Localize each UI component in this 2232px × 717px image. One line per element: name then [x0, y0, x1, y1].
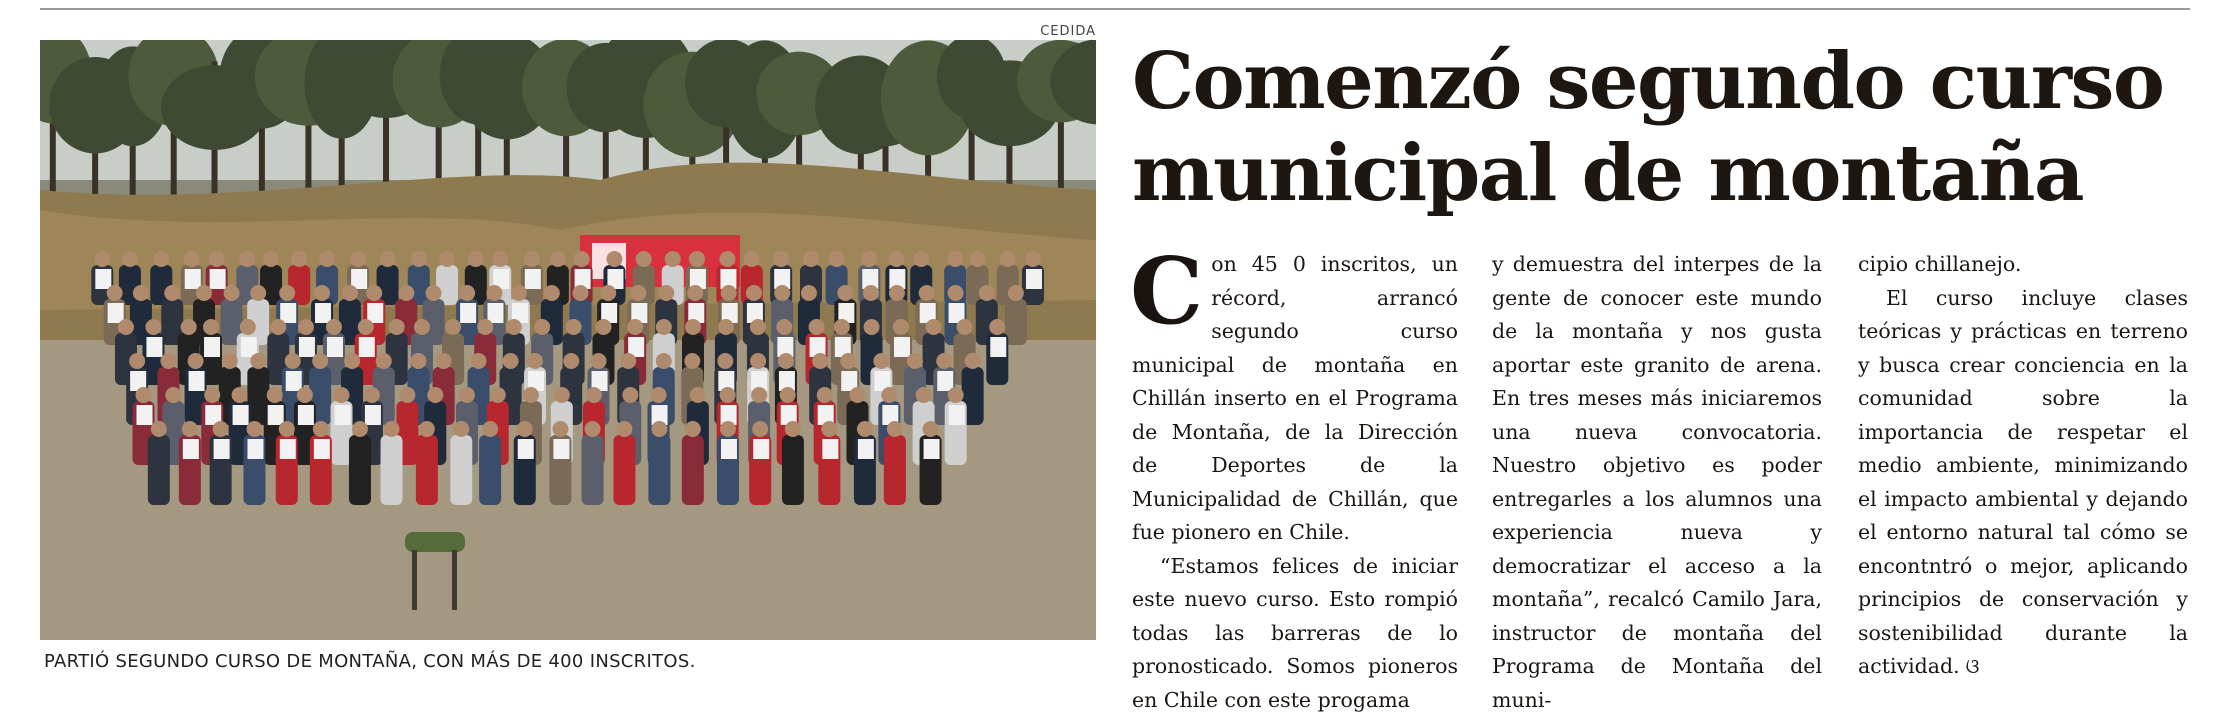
paragraph-5-text: El curso incluye clases teóricas y prácticas en terreno y busca crear conciencia en la comunidad sobre la importancia de respetar el medio ambiente, minimizando el impacto ambiental y dejando el entorno natural tal cómo se encontntró o mejor, aplicando principios de conservación y sostenibilidad durante la actividad.	[1858, 286, 2188, 679]
drop-cap: C	[1130, 252, 1203, 330]
paragraph-2: “Estamos felices de iniciar este nuevo curso. Esto rompió todas las barreras de lo pronosticado. Somos pioneros en Chile con este progama	[1132, 550, 1458, 717]
top-rule	[40, 8, 2190, 10]
end-mark-icon: ଓ	[1966, 654, 1980, 678]
body-column-3	[1858, 248, 2188, 684]
paragraph-1-text: on 45 0 inscritos, un récord, arrancó segundo curso municipal de montaña en Chillán inserto en el Programa de Montaña, de la Dirección de Deportes de la Municipalidad de Chillán, que fue pionero en Chile.	[1132, 252, 1458, 544]
article-photo	[40, 40, 1096, 640]
headline-line-2: municipal de montaña	[1132, 128, 2192, 220]
body-column-2	[1492, 248, 1822, 717]
headline	[1132, 36, 2192, 220]
photo-caption: PARTIÓ SEGUNDO CURSO DE MONTAÑA, CON MÁS DE 400 INSCRITOS.	[44, 651, 1094, 672]
photo-credit: CEDIDA	[1040, 24, 1096, 39]
body-column-1	[1132, 248, 1458, 717]
paragraph-4: cipio chillanejo.	[1858, 248, 2188, 282]
paragraph-3: y demuestra del interpes de la gente de conocer este mundo de la montaña y nos gusta aportar este granito de arena. En tres meses más iniciaremos una nueva convocatoria. Nuestro objetivo es poder entregarles a los alumnos una experiencia nueva y democratizar el acceso a la montaña”, recalcó Camilo Jara, instructor de montaña del Programa de Montaña del muni-	[1492, 248, 1822, 717]
headline-line-1: Comenzó segundo curso	[1132, 36, 2192, 128]
paragraph-1	[1132, 248, 1458, 550]
group-photo-illustration	[40, 40, 1096, 640]
paragraph-5	[1858, 282, 2188, 684]
